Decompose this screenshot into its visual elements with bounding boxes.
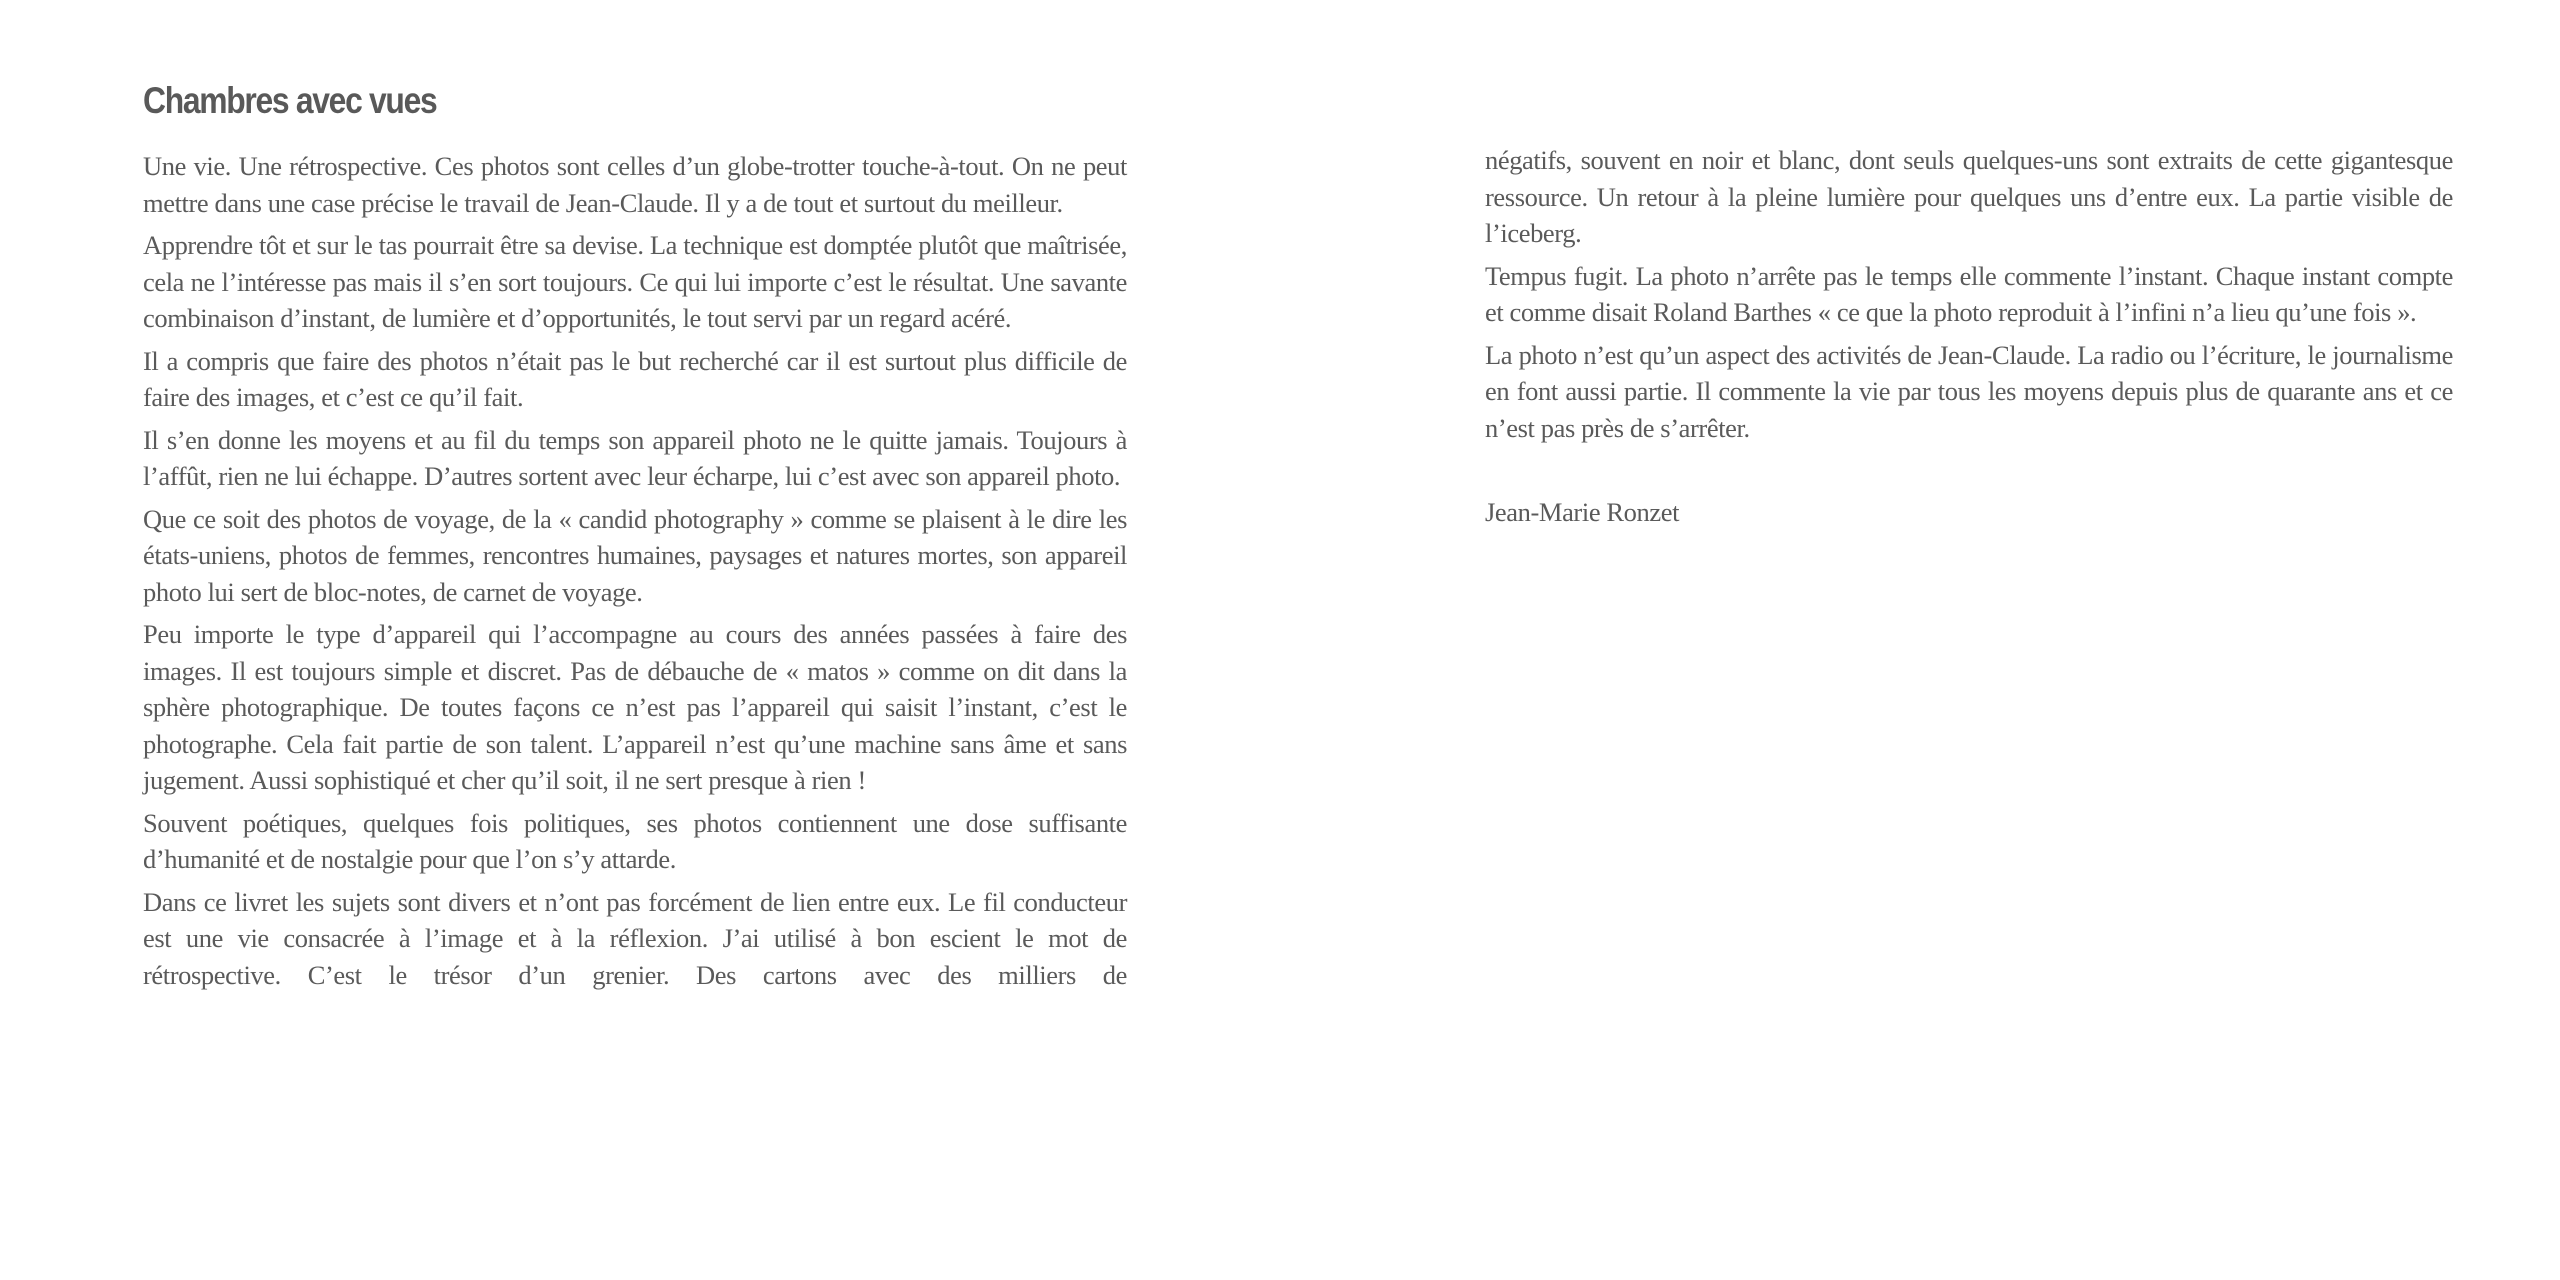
paragraph-continued: Dans ce livret les sujets sont divers et n’ont pas forcément de lien entre eux. Le fil conducteur est une vie consacrée à l’image et à la réflexion. J’ai utilisé à bon escient le mot de rétrospective. C’est le trésor d’un grenier. Des cartons avec des milliers de [143,886,1127,990]
paragraph: Il a compris que faire des photos n’était pas le but recherché car il est surtout plus difficile de faire des images, et c’est ce qu’il fait. [143,345,1127,412]
paragraph: Que ce soit des photos de voyage, de la « candid photography » comme se plaisent à le dire les états-uniens, photos de femmes, rencontres humaines, paysages et natures mortes, son appareil photo lui sert de bloc-notes, de carnet de voyage. [143,503,1127,607]
paragraph: Une vie. Une rétrospective. Ces photos sont celles d’un globe-trotter touche-à-tout. On ne peut mettre dans une case précise le travail de Jean-Claude. Il y a de tout et surtout du meilleur. [143,151,1127,218]
author-signature: Jean-Marie Ronzet [1485,497,1680,527]
paragraph: négatifs, souvent en noir et blanc, dont seuls quelques-uns sont extraits de cette gigantesque ressource. Un retour à la pleine lumière pour quelques uns d’entre eux. La partie visible de l’iceberg. [1485,145,2453,248]
paragraph: Apprendre tôt et sur le tas pourrait être sa devise. La technique est domptée plutôt que maîtrisée, cela ne l’intéresse pas mais il s’en sort toujours. Ce qui lui importe c’est le résultat. Une savante combinaison d’instant, de lumière et d’opportunités, le tout servi par un regard acéré. [143,230,1127,333]
paragraph: Souvent poétiques, quelques fois politiques, ses photos contiennent une dose suffisante d’humanité et de nostalgie pour que l’on s’y attarde. [143,807,1127,874]
right-page [1280,0,2560,1280]
paragraph: Il s’en donne les moyens et au fil du temps son appareil photo ne le quitte jamais. Toujours à l’affût, rien ne lui échappe. D’autres sortent avec leur écharpe, lui c’est avec son appareil photo. [143,424,1127,491]
paragraph: Peu importe le type d’appareil qui l’accompagne au cours des années passées à faire des images. Il est toujours simple et discret. Pas de débauche de « matos » comme on dit dans la sphère photographique. De toutes façons ce n’est pas l’appareil qui saisit l’instant, c’est le photographe. Cela fait partie de son talent. L’appareil n’est qu’une machine sans âme et sans jugement. Aussi sophistiqué et cher qu’il soit, il ne sert presque à rien ! [143,619,1127,795]
paragraph: La photo n’est qu’un aspect des activités de Jean-Claude. La radio ou l’écriture, le journalisme en font aussi partie. Il commente la vie par tous les moyens depuis plus de quarante ans et ce n’est pas près de s’arrêter. [1485,339,2453,443]
page-title: Chambres avec vues [143,80,437,121]
left-text-column [143,148,1127,999]
paragraph: Tempus fugit. La photo n’arrête pas le temps elle commente l’instant. Chaque instant compte et comme disait Roland Barthes « ce que la photo reproduit à l’infini n’a lieu qu’une fois ». [1485,260,2453,327]
right-text-column [1485,142,2453,537]
